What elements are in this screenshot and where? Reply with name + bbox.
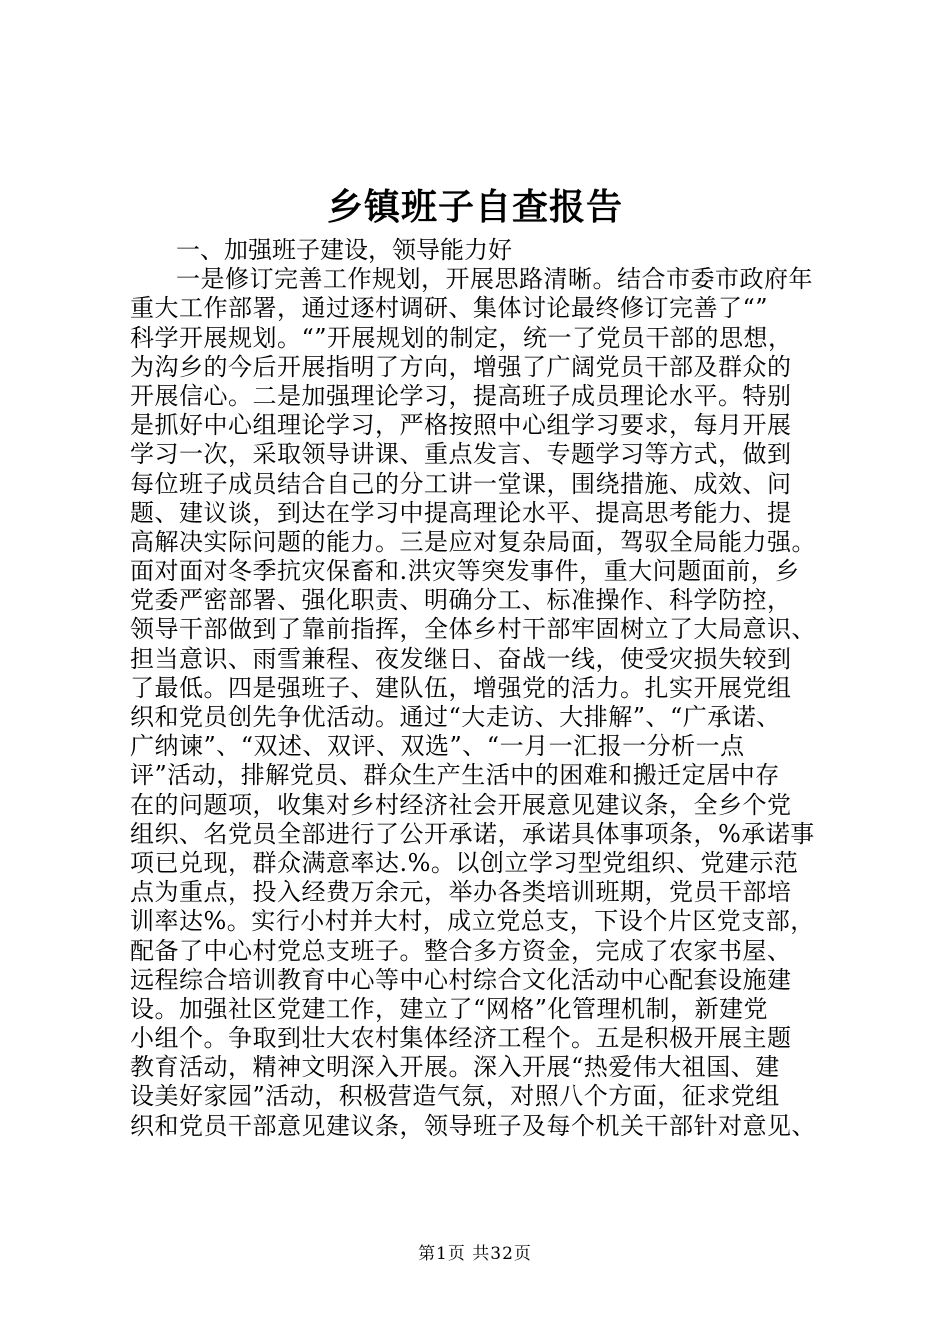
body-line: 为沟乡的今后开展指明了方向，增强了广阔党员干部及群众的 bbox=[130, 352, 792, 381]
body-line: 织和党员干部意见建议条，领导班子及每个机关干部针对意见、 bbox=[130, 1111, 816, 1140]
body-line: 广纳谏”、“双述、双评、双选”、“一月一汇报一分析一点 bbox=[130, 732, 745, 761]
body-line: 担当意识、雨雪兼程、夜发继日、奋战一线，使受灾损失较到 bbox=[130, 644, 792, 673]
body-line: 在的问题项，收集对乡村经济社会开展意见建议条，全乡个党 bbox=[130, 790, 792, 819]
body-line: 学习一次，采取领导讲课、重点发言、专题学习等方式，做到 bbox=[130, 440, 792, 469]
body-line: 科学开展规划。“”开展规划的制定，统一了党员干部的思想， bbox=[130, 323, 793, 352]
document-title: 乡镇班子自查报告 bbox=[326, 186, 623, 228]
body-line: 设美好家园”活动，积极营造气氛，对照八个方面，征求党组 bbox=[130, 1082, 780, 1111]
body-line: 配备了中心村党总支班子。整合多方资金，完成了农家书屋、 bbox=[130, 936, 792, 965]
body-line: 一是修订完善工作规划，开展思路清晰。结合市委市政府年 bbox=[176, 265, 813, 294]
body-line: 了最低。四是强班子、建队伍，增强党的活力。扎实开展党组 bbox=[130, 673, 792, 702]
body-line: 党委严密部署、强化职责、明确分工、标准操作、科学防控， bbox=[130, 586, 792, 615]
body-line: 面对面对冬季抗灾保畜和.洪灾等突发事件，重大问题面前，乡 bbox=[130, 557, 800, 586]
body-line: 教育活动，精神文明深入开展。深入开展“热爱伟大祖国、建 bbox=[130, 1053, 780, 1082]
body-line: 高解决实际问题的能力。三是应对复杂局面，驾驭全局能力强。 bbox=[130, 527, 816, 556]
body-line: 每位班子成员结合自己的分工讲一堂课，围绕措施、成效、问 bbox=[130, 469, 792, 498]
body-line: 项已兑现，群众满意率达.%。以创立学习型党组织、党建示范 bbox=[130, 848, 799, 877]
body-line: 训率达%。实行小村并大村，成立党总支，下设个片区党支部， bbox=[130, 907, 815, 936]
body-line: 题、建议谈，到达在学习中提高理论水平、提高思考能力、提 bbox=[130, 498, 792, 527]
body-line: 开展信心。二是加强理论学习，提高班子成员理论水平。特别 bbox=[130, 381, 792, 410]
body-line: 点为重点，投入经费万余元，举办各类培训班期，党员干部培 bbox=[130, 878, 792, 907]
page-number-footer: 第1页 共32页 bbox=[418, 1244, 532, 1264]
body-line: 小组个。争取到壮大农村集体经济工程个。五是积极开展主题 bbox=[130, 1024, 792, 1053]
body-line: 评”活动，排解党员、群众生产生活中的困难和搬迁定居中存 bbox=[130, 761, 780, 790]
body-line: 组织、名党员全部进行了公开承诺，承诺具体事项条，%承诺事 bbox=[130, 819, 815, 848]
body-text bbox=[130, 265, 850, 1141]
body-line: 设。加强社区党建工作，建立了“网格”化管理机制，新建党 bbox=[130, 994, 769, 1023]
section-heading: 一、加强班子建设，领导能力好 bbox=[176, 236, 512, 264]
body-line: 重大工作部署，通过逐村调研、集体讨论最终修订完善了“” bbox=[130, 294, 769, 323]
body-line: 是抓好中心组理论学习，严格按照中心组学习要求，每月开展 bbox=[130, 411, 792, 440]
body-line: 远程综合培训教育中心等中心村综合文化活动中心配套设施建 bbox=[130, 965, 792, 994]
body-line: 领导干部做到了靠前指挥，全体乡村干部牢固树立了大局意识、 bbox=[130, 615, 816, 644]
body-line: 织和党员创先争优活动。通过“大走访、大排解”、“广承诺、 bbox=[130, 703, 781, 731]
